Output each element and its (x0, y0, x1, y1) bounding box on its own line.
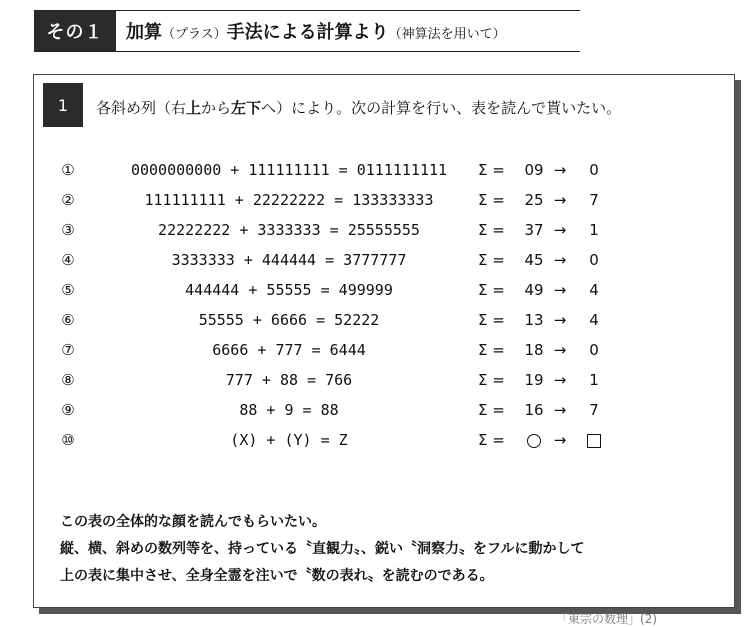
calc-row (34, 395, 734, 425)
row-label: ⑨ (61, 401, 75, 419)
row-expression: 777 + 88 = 766 (225, 371, 353, 389)
question-text-c: から (201, 99, 232, 117)
row-expression: 55555 + 6666 = 52222 (198, 311, 380, 329)
question-card (33, 74, 735, 608)
row-label: ⑧ (61, 371, 75, 389)
row-result: 0 (589, 161, 599, 179)
row-sum: 19 (524, 371, 544, 389)
calc-table (34, 155, 734, 455)
row-result: 0 (589, 341, 599, 359)
row-label: ③ (61, 221, 75, 239)
section-title (126, 18, 506, 44)
circle-icon (518, 425, 550, 455)
section-header (34, 10, 580, 52)
arrow-icon: → (553, 191, 567, 209)
row-result: 7 (589, 401, 599, 419)
footer-note: 「東宗の数理」(2) (556, 612, 657, 626)
row-expression: 6666 + 777 = 6444 (212, 341, 366, 359)
paragraph-line: この表の全体的な顔を読んでもらいたい。 (60, 514, 326, 530)
row-label: ⑥ (61, 311, 75, 329)
row-label: ⑩ (61, 431, 75, 449)
question-text-b: 上 (186, 99, 202, 117)
calc-row (34, 155, 734, 185)
calc-row (34, 305, 734, 335)
row-sigma: Σ = (478, 371, 505, 389)
section-tag: その１ (34, 11, 116, 51)
arrow-icon: → (553, 371, 567, 389)
paragraph-line: 縦、横、斜めの数列等を、持っている〝直観力〟、鋭い〝洞察力〟をフルに動かして (60, 541, 585, 557)
title-small: （プラス） (162, 27, 227, 42)
arrow-icon: → (553, 311, 567, 329)
row-label: ② (61, 191, 75, 209)
row-expression: 111111111 + 22222222 = 133333333 (144, 191, 434, 209)
arrow-icon: → (553, 161, 567, 179)
calc-row (34, 185, 734, 215)
arrow-icon: → (553, 221, 567, 239)
calc-row (34, 275, 734, 305)
row-label: ⑤ (61, 281, 75, 299)
arrow-icon: → (553, 251, 567, 269)
arrow-icon: → (553, 281, 567, 299)
row-sum: 45 (524, 251, 544, 269)
row-expression: 88 + 9 = 88 (239, 401, 339, 419)
calc-row (34, 245, 734, 275)
calc-row (34, 365, 734, 395)
arrow-icon: → (553, 431, 567, 449)
row-sigma: Σ = (478, 311, 505, 329)
row-sigma: Σ = (478, 281, 505, 299)
row-label: ⑦ (61, 341, 75, 359)
row-sum: 49 (524, 281, 544, 299)
row-sum: 18 (524, 341, 544, 359)
row-result: 0 (589, 251, 599, 269)
row-expression: 0000000000 + 111111111 = 0111111111 (130, 161, 448, 179)
row-sum: 16 (524, 401, 544, 419)
row-result: 7 (589, 191, 599, 209)
explanation-paragraph (60, 509, 584, 590)
row-result: 1 (589, 221, 599, 239)
row-sum: 09 (524, 161, 544, 179)
row-sigma: Σ = (478, 401, 505, 419)
question-text (96, 97, 621, 118)
title-rest: 手法による計算より (226, 22, 389, 43)
title-main: 加算 (126, 22, 162, 43)
row-sum: 25 (524, 191, 544, 209)
row-label: ① (61, 161, 75, 179)
row-sigma: Σ = (478, 191, 505, 209)
calc-row (34, 335, 734, 365)
row-expression: 444444 + 55555 = 499999 (185, 281, 393, 299)
row-expression: 3333333 + 444444 = 3777777 (171, 251, 407, 269)
calc-row (34, 425, 734, 455)
calc-row (34, 215, 734, 245)
row-expression: 22222222 + 3333333 = 25555555 (158, 221, 420, 239)
row-result: 1 (589, 371, 599, 389)
row-sigma: Σ = (478, 161, 505, 179)
row-sigma: Σ = (478, 341, 505, 359)
question-text-a: 各斜め列（右 (96, 99, 187, 117)
arrow-icon: → (553, 341, 567, 359)
row-sigma: Σ = (478, 221, 505, 239)
row-sum: 13 (524, 311, 544, 329)
row-label: ④ (61, 251, 75, 269)
paragraph-line: 上の表に集中させ、全身全霊を注いで〝数の表れ〟を読むのである。 (60, 568, 494, 584)
title-sub: （神算法を用いて） (388, 27, 506, 42)
question-number: 1 (43, 83, 83, 127)
row-result: 4 (589, 281, 599, 299)
row-sigma: Σ = (478, 431, 505, 449)
question-text-e: へ）により。次の計算を行い、表を読んで貰いたい。 (261, 99, 622, 117)
row-expression: (X) + (Y) = Z (230, 431, 348, 449)
arrow-icon: → (553, 401, 567, 419)
question-text-d: 左下 (231, 99, 262, 117)
row-result: 4 (589, 311, 599, 329)
square-icon (582, 425, 606, 455)
row-sum: 37 (524, 221, 544, 239)
row-sigma: Σ = (478, 251, 505, 269)
